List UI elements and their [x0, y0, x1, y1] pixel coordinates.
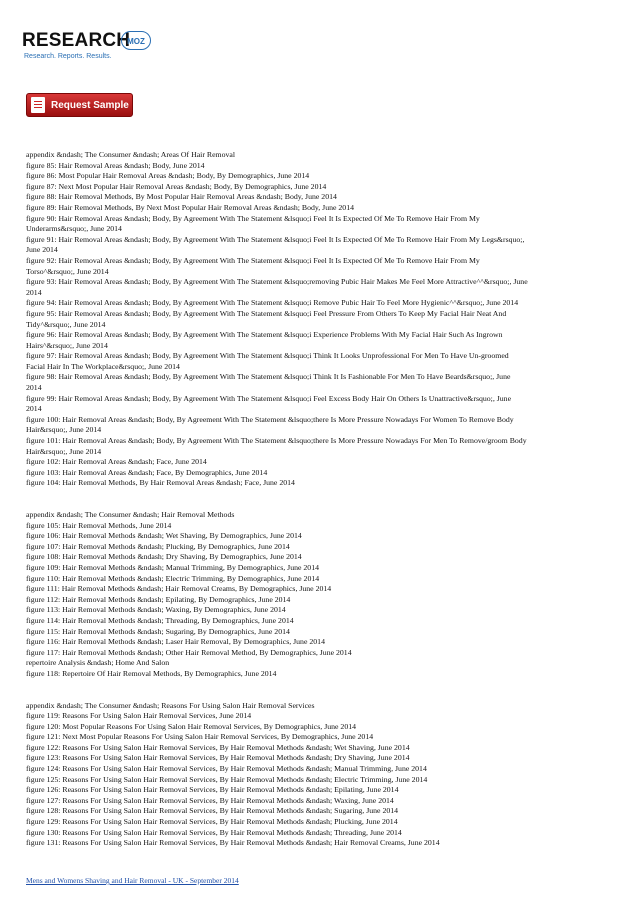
figure-list	[26, 150, 616, 870]
toc-line: figure 90: Hair Removal Areas &ndash; Body, By Agreement With The Statement &lsquo;i Feel It Is Expected Of Me To Remove Hair From My	[26, 213, 480, 223]
toc-line: figure 129: Reasons For Using Salon Hair Removal Services, By Hair Removal Methods &ndash; Plucking, June 2014	[26, 817, 398, 827]
toc-line: figure 89: Hair Removal Methods, By Next Most Popular Hair Removal Areas &ndash; Body, June 2014	[26, 202, 355, 212]
toc-line: figure 128: Reasons For Using Salon Hair Removal Services, By Hair Removal Methods &ndash; Sugaring, June 2014	[26, 806, 399, 816]
toc-line: 2014	[26, 287, 42, 297]
toc-line: figure 87: Next Most Popular Hair Removal Areas &ndash; Body, By Demographics, June 2014	[26, 181, 327, 191]
toc-line: figure 130: Reasons For Using Salon Hair Removal Services, By Hair Removal Methods &ndash; Threading, June 2014	[26, 827, 402, 837]
toc-line: figure 86: Most Popular Hair Removal Areas &ndash; Body, By Demographics, June 2014	[26, 171, 310, 181]
toc-line: Facial Hair In The Workplace&rsquo;, June 2014	[26, 361, 180, 371]
toc-line: figure 113: Hair Removal Methods &ndash; Waxing, By Demographics, June 2014	[26, 605, 286, 615]
toc-line: figure 85: Hair Removal Areas &ndash; Body, June 2014	[26, 160, 205, 170]
request-sample-label: Request Sample	[51, 99, 129, 111]
toc-line: figure 101: Hair Removal Areas &ndash; Body, By Agreement With The Statement &lsquo;there Is More Pressure Nowadays For Men To Remove/groom Body	[26, 436, 527, 446]
toc-line: appendix &ndash; The Consumer &ndash; Reasons For Using Salon Hair Removal Services	[26, 700, 315, 710]
toc-line: Underarms&rsquo;, June 2014	[26, 224, 122, 234]
toc-line: figure 104: Hair Removal Methods, By Hair Removal Areas &ndash; Face, June 2014	[26, 478, 295, 488]
researchmoz-logo	[22, 30, 172, 66]
toc-line: figure 111: Hair Removal Methods &ndash; Hair Removal Creams, By Demographics, June 2014	[26, 584, 332, 594]
toc-line: Hairs^&rsquo;, June 2014	[26, 340, 108, 350]
toc-line: figure 99: Hair Removal Areas &ndash; Body, By Agreement With The Statement &lsquo;i Feel Excess Body Hair On Others Is Unattractive&rsquo;, June	[26, 393, 512, 403]
toc-line: figure 93: Hair Removal Areas &ndash; Body, By Agreement With The Statement &lsquo;removing Pubic Hair Makes Me Feel More Attractive^^&rsquo;, June	[26, 277, 528, 287]
toc-line: figure 107: Hair Removal Methods &ndash; Plucking, By Demographics, June 2014	[26, 541, 290, 551]
toc-line: figure 88: Hair Removal Methods, By Most Popular Hair Removal Areas &ndash; Body, June 2014	[26, 192, 337, 202]
toc-line: 2014	[26, 383, 42, 393]
toc-line: figure 119: Reasons For Using Salon Hair Removal Services, June 2014	[26, 711, 252, 721]
toc-line: figure 102: Hair Removal Areas &ndash; Face, June 2014	[26, 457, 207, 467]
toc-line: Hair&rsquo;, June 2014	[26, 425, 102, 435]
toc-line: figure 117: Hair Removal Methods &ndash; Other Hair Removal Method, By Demographics, June 2014	[26, 647, 352, 657]
toc-line: figure 125: Reasons For Using Salon Hair Removal Services, By Hair Removal Methods &ndash; Electric Trimming, June 2014	[26, 774, 428, 784]
request-sample-button[interactable]	[26, 93, 133, 117]
toc-line: figure 95: Hair Removal Areas &ndash; Body, By Agreement With The Statement &lsquo;i Feel Pressure From Others To Keep My Facial Hair Neat And	[26, 308, 507, 318]
toc-line: figure 96: Hair Removal Areas &ndash; Body, By Agreement With The Statement &lsquo;i Experience Problems With My Facial Hair Such As Ingrown	[26, 330, 503, 340]
toc-line: Hair&rsquo;, June 2014	[26, 446, 102, 456]
toc-line: figure 92: Hair Removal Areas &ndash; Body, By Agreement With The Statement &lsquo;i Feel It Is Expected Of Me To Remove Hair From My	[26, 255, 480, 265]
toc-line: figure 120: Most Popular Reasons For Using Salon Hair Removal Services, By Demographics, June 2014	[26, 721, 357, 731]
toc-line: figure 109: Hair Removal Methods &ndash; Manual Trimming, By Demographics, June 2014	[26, 562, 320, 572]
toc-line: figure 103: Hair Removal Areas &ndash; Face, By Demographics, June 2014	[26, 467, 268, 477]
toc-line: figure 91: Hair Removal Areas &ndash; Body, By Agreement With The Statement &lsquo;i Feel It Is Expected Of Me To Remove Hair From My Legs&rsquo;,	[26, 234, 525, 244]
logo-tagline: Research. Reports. Results.	[24, 53, 112, 60]
toc-line: Torso^&rsquo;, June 2014	[26, 266, 109, 276]
document-icon	[31, 97, 45, 113]
toc-line: figure 94: Hair Removal Areas &ndash; Body, By Agreement With The Statement &lsquo;i Remove Pubic Hair To Feel More Hygienic^^&rsquo;, June 2014	[26, 298, 519, 308]
toc-line: figure 126: Reasons For Using Salon Hair Removal Services, By Hair Removal Methods &ndash; Epilating, June 2014	[26, 785, 399, 795]
toc-line: figure 127: Reasons For Using Salon Hair Removal Services, By Hair Removal Methods &ndash; Waxing, June 2014	[26, 795, 394, 805]
toc-line: figure 116: Hair Removal Methods &ndash; Laser Hair Removal, By Demographics, June 2014	[26, 637, 325, 647]
toc-line: figure 105: Hair Removal Methods, June 2014	[26, 520, 172, 530]
toc-line: figure 98: Hair Removal Areas &ndash; Body, By Agreement With The Statement &lsquo;i Think It Is Fashionable For Men To Have Beards&rsquo;, June	[26, 372, 511, 382]
toc-section	[26, 150, 616, 489]
logo-wordmark: RESEARCH	[22, 30, 131, 51]
toc-line: repertoire Analysis &ndash; Home And Salon	[26, 658, 170, 668]
toc-line: figure 108: Hair Removal Methods &ndash; Dry Shaving, By Demographics, June 2014	[26, 552, 302, 562]
footer-report-link[interactable]: Mens and Womens Shaving and Hair Removal - UK - September 2014	[26, 876, 239, 885]
toc-line: figure 121: Next Most Popular Reasons For Using Salon Hair Removal Services, By Demographics, June 2014	[26, 732, 374, 742]
toc-line: figure 100: Hair Removal Areas &ndash; Body, By Agreement With The Statement &lsquo;there Is More Pressure Nowadays For Women To Remove Body	[26, 414, 514, 424]
toc-line: figure 112: Hair Removal Methods &ndash; Epilating, By Demographics, June 2014	[26, 594, 291, 604]
toc-line: figure 123: Reasons For Using Salon Hair Removal Services, By Hair Removal Methods &ndash; Dry Shaving, June 2014	[26, 753, 410, 763]
logo-moz-badge: MOZ	[121, 31, 151, 50]
toc-line: Tidy^&rsquo;, June 2014	[26, 319, 106, 329]
toc-line: figure 97: Hair Removal Areas &ndash; Body, By Agreement With The Statement &lsquo;i Think It Looks Unprofessional For Men To Have Un-groomed	[26, 351, 509, 361]
toc-section	[26, 701, 616, 849]
toc-line: 2014	[26, 404, 42, 414]
toc-line: figure 106: Hair Removal Methods &ndash; Wet Shaving, By Demographics, June 2014	[26, 531, 302, 541]
toc-line: figure 118: Repertoire Of Hair Removal Methods, By Demographics, June 2014	[26, 668, 277, 678]
toc-line: appendix &ndash; The Consumer &ndash; Areas Of Hair Removal	[26, 150, 236, 159]
toc-line: figure 122: Reasons For Using Salon Hair Removal Services, By Hair Removal Methods &ndash; Wet Shaving, June 2014	[26, 742, 410, 752]
toc-line: figure 124: Reasons For Using Salon Hair Removal Services, By Hair Removal Methods &ndash; Manual Trimming, June 2014	[26, 764, 427, 774]
toc-section	[26, 510, 616, 680]
toc-line: figure 114: Hair Removal Methods &ndash; Threading, By Demographics, June 2014	[26, 615, 294, 625]
toc-line: figure 131: Reasons For Using Salon Hair Removal Services, By Hair Removal Methods &ndash; Hair Removal Creams, June 2014	[26, 838, 440, 848]
toc-line: figure 115: Hair Removal Methods &ndash; Sugaring, By Demographics, June 2014	[26, 626, 290, 636]
toc-line: appendix &ndash; The Consumer &ndash; Hair Removal Methods	[26, 510, 235, 519]
toc-line: June 2014	[26, 245, 58, 255]
toc-line: figure 110: Hair Removal Methods &ndash; Electric Trimming, By Demographics, June 2014	[26, 573, 320, 583]
